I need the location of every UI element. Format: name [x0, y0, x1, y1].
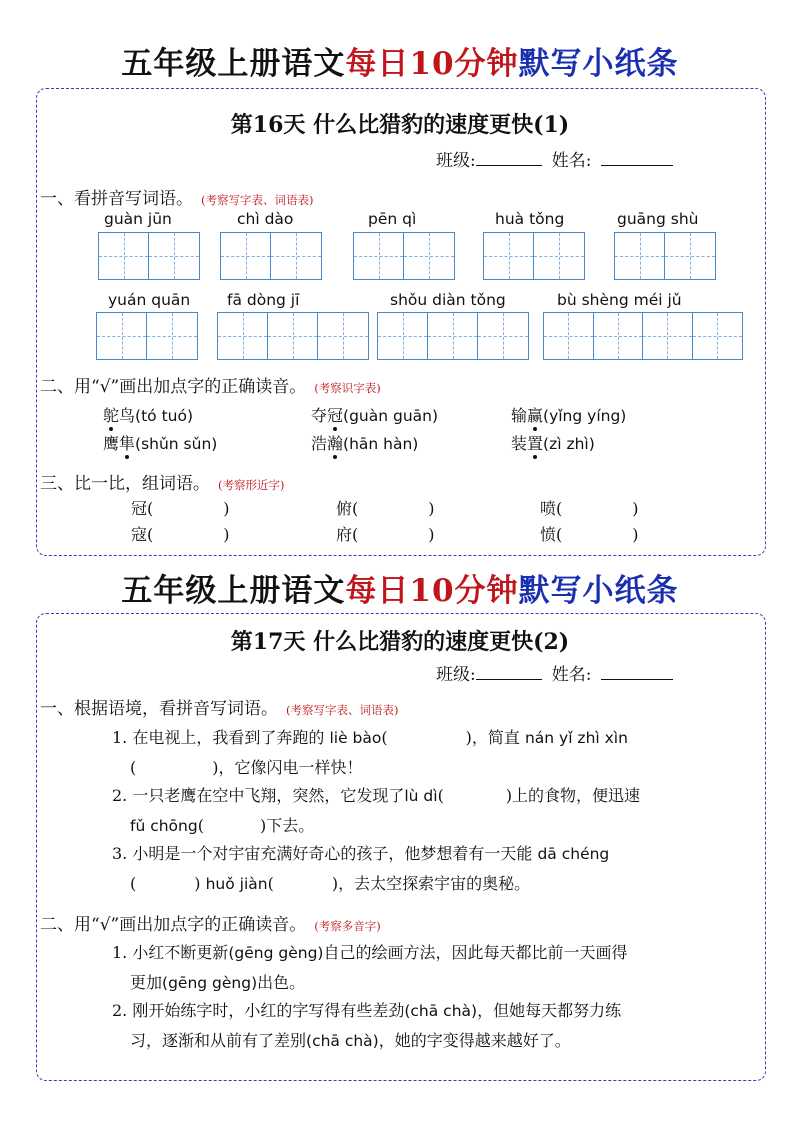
polyphone-question-2: 2. 刚开始练字时，小红的字写得有些差劲(chā chà)，但她每天都努力练 习，逐渐和从前有了差别(chā chà)，她的字变得越来越好了。 [112, 1001, 622, 1050]
day17-section-1 [40, 694, 398, 719]
header-part-2: 每日10分钟 [345, 46, 519, 82]
writing-grid[interactable] [353, 232, 455, 280]
pinyin-label: bù shèng méi jǔ [557, 291, 682, 309]
writing-grid[interactable] [96, 312, 198, 360]
pinyin-label: pēn qì [368, 210, 417, 228]
writing-grid[interactable] [98, 232, 200, 280]
pinyin-label: chì dào [237, 210, 294, 228]
section-note: (考察形近字) [218, 478, 285, 492]
pinyin-label: guàn jūn [104, 210, 172, 228]
context-question-1: 1. 在电视上，我看到了奔跑的 liè bào( )，简直 nán yǐ zhì xìn ( )，它像闪电一样快！ [112, 728, 628, 777]
pronunciation-item: 浩瀚(hān hàn) [311, 434, 419, 453]
name-label: 姓名: [551, 151, 592, 171]
section-note: (考察写字表、词语表) [286, 703, 399, 717]
day17-class-name-row [436, 660, 673, 685]
day16-section-1 [40, 184, 313, 209]
writing-grid[interactable] [220, 232, 322, 280]
day16-title: 第16天 什么比猎豹的速度更快(1) [230, 112, 570, 138]
writing-grid[interactable] [217, 312, 369, 360]
day17-section-2 [40, 910, 381, 935]
word-group-item[interactable]: 俯( ) [336, 499, 435, 518]
name-blank[interactable] [601, 165, 673, 166]
day16-section-3 [40, 469, 284, 494]
header-part-1: 五年级上册语文 [121, 46, 346, 82]
section-title: 三、比一比，组词语。 [40, 474, 210, 494]
pronunciation-item: 鹰隼(shǔn sǔn) [103, 434, 218, 453]
class-label: 班级: [436, 665, 476, 685]
pinyin-label: guāng shù [617, 210, 699, 228]
page-header-2: 五年级上册语文每日10分钟默写小纸条 [121, 573, 679, 609]
context-question-2: 2. 一只老鹰在空中飞翔，突然，它发现了lù dì( )上的食物，便迅速 fǔ chōng( )下去。 [112, 786, 641, 835]
class-blank[interactable] [476, 165, 542, 166]
pinyin-label: fā dòng jī [227, 291, 300, 309]
class-label: 班级: [436, 151, 476, 171]
section-title: 一、根据语境，看拼音写词语。 [40, 699, 278, 719]
pronunciation-item: 输赢(yǐng yíng) [511, 406, 627, 425]
section-title: 二、用“√”画出加点字的正确读音。 [40, 377, 307, 397]
pinyin-label: huà tǒng [495, 210, 565, 228]
word-group-item[interactable]: 冠( ) [131, 499, 230, 518]
pronunciation-item: 鸵鸟(tó tuó) [103, 406, 193, 425]
writing-grid[interactable] [543, 312, 743, 360]
word-group-item[interactable]: 喷( ) [540, 499, 639, 518]
context-question-3: 3. 小明是一个对宇宙充满好奇心的孩子，他梦想着有一天能 dā chéng ( ) huǒ jiàn( )，去太空探索宇宙的奥秘。 [112, 844, 610, 893]
class-blank[interactable] [476, 679, 542, 680]
writing-grid[interactable] [614, 232, 716, 280]
word-group-item[interactable]: 寇( ) [131, 525, 230, 544]
pinyin-label: shǒu diàn tǒng [390, 291, 506, 309]
section-note: (考察识字表) [314, 381, 381, 395]
header-part-3: 默写小纸条 [518, 46, 679, 82]
pronunciation-item: 装置(zì zhì) [511, 434, 595, 453]
polyphone-question-1: 1. 小红不断更新(gēng gèng)自己的绘画方法，因此每天都比前一天画得 更加(gēng gèng)出色。 [112, 943, 628, 992]
name-label: 姓名: [551, 665, 592, 685]
writing-grid[interactable] [377, 312, 529, 360]
section-note: (考察写字表、词语表) [201, 193, 314, 207]
section-title: 二、用“√”画出加点字的正确读音。 [40, 915, 307, 935]
section-note: (考察多音字) [314, 919, 381, 933]
pronunciation-item: 夺冠(guàn guān) [311, 406, 439, 425]
day16-class-name-row [436, 146, 673, 171]
day16-section-2 [40, 372, 381, 397]
page-header [0, 38, 800, 83]
word-group-item[interactable]: 府( ) [336, 525, 435, 544]
section-title: 一、看拼音写词语。 [40, 189, 193, 209]
name-blank[interactable] [601, 679, 673, 680]
writing-grid[interactable] [483, 232, 585, 280]
pinyin-label: yuán quān [108, 291, 191, 309]
word-group-item[interactable]: 愤( ) [540, 525, 639, 544]
day17-title: 第17天 什么比猎豹的速度更快(2) [230, 629, 570, 655]
